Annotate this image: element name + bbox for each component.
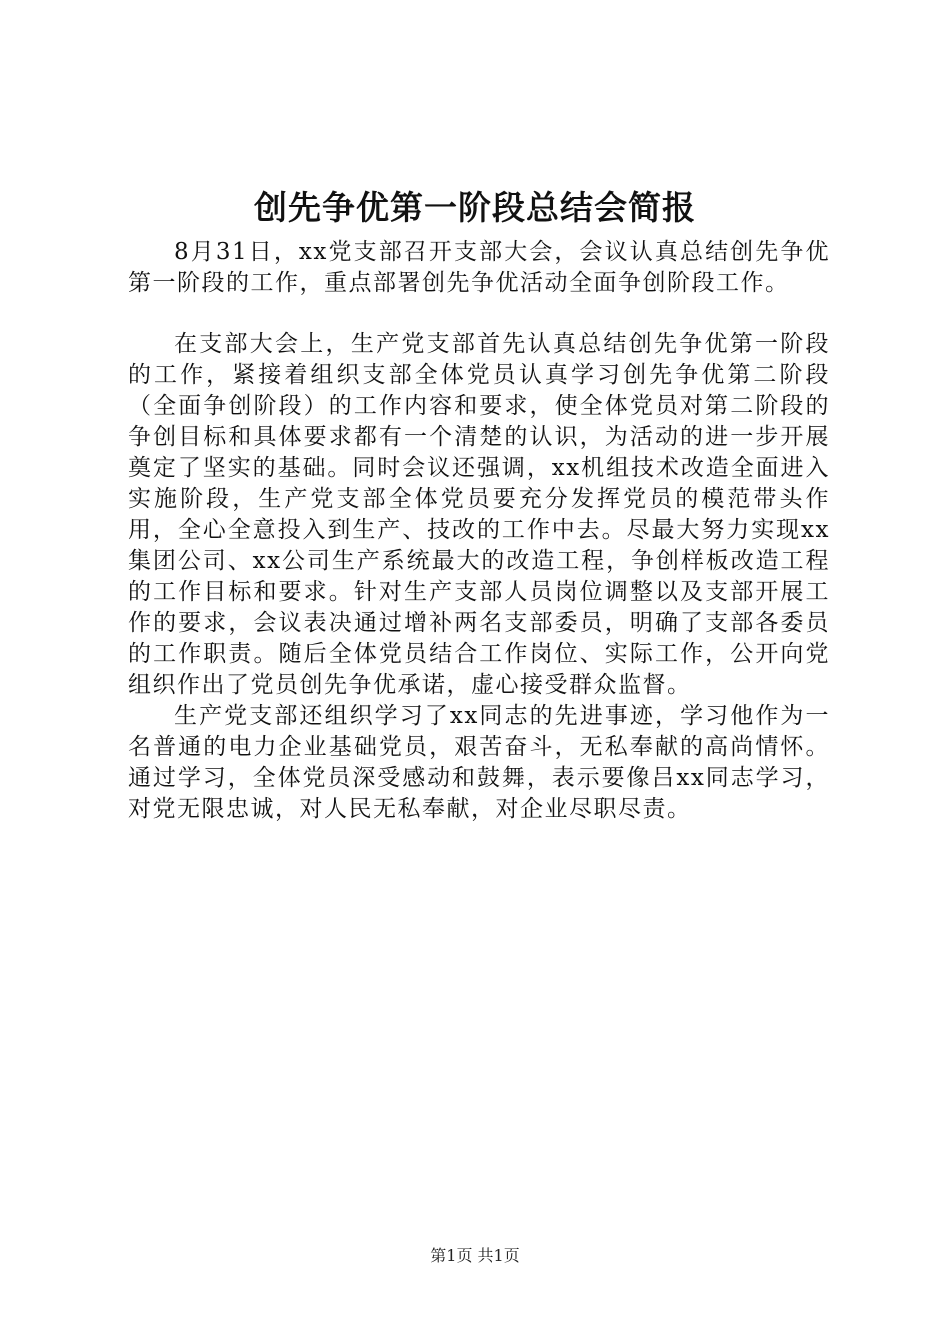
paragraph-intro: 8月31日，xx党支部召开支部大会，会议认真总结创先争优第一阶段的工作，重点部署创先争优活动全面争创阶段工作。 bbox=[128, 239, 830, 296]
page-footer: 第1页 共1页 bbox=[430, 1246, 520, 1265]
intro-block bbox=[128, 237, 830, 299]
paragraph-study: 生产党支部还组织学习了xx同志的先进事迹，学习他作为一名普通的电力企业基础党员，艰苦奋斗，无私奉献的高尚情怀。通过学习，全体党员深受感动和鼓舞，表示要像吕xx同志学习，对党无限忠诚，对人民无私奉献，对企业尽职尽责。 bbox=[128, 703, 830, 822]
paragraph-meeting: 在支部大会上，生产党支部首先认真总结创先争优第一阶段的工作，紧接着组织支部全体党员认真学习创先争优第二阶段（全面争创阶段）的工作内容和要求，使全体党员对第二阶段的争创目标和具体要求都有一个清楚的认识，为活动的进一步开展奠定了坚实的基础。同时会议还强调，xx机组技术改造全面进入实施阶段，生产党支部全体党员要充分发挥党员的模范带头作用，全心全意投入到生产、技改的工作中去。尽最大努力实现xx集团公司、xx公司生产系统最大的改造工程，争创样板改造工程的工作目标和要求。针对生产支部人员岗位调整以及支部开展工作的要求，会议表决通过增补两名支部委员，明确了支部各委员的工作职责。随后全体党员结合工作岗位、实际工作，公开向党组织作出了党员创先争优承诺，虚心接受群众监督。 bbox=[128, 331, 830, 698]
main-block bbox=[128, 329, 830, 825]
document-title: 创先争优第一阶段总结会简报 bbox=[254, 188, 696, 227]
